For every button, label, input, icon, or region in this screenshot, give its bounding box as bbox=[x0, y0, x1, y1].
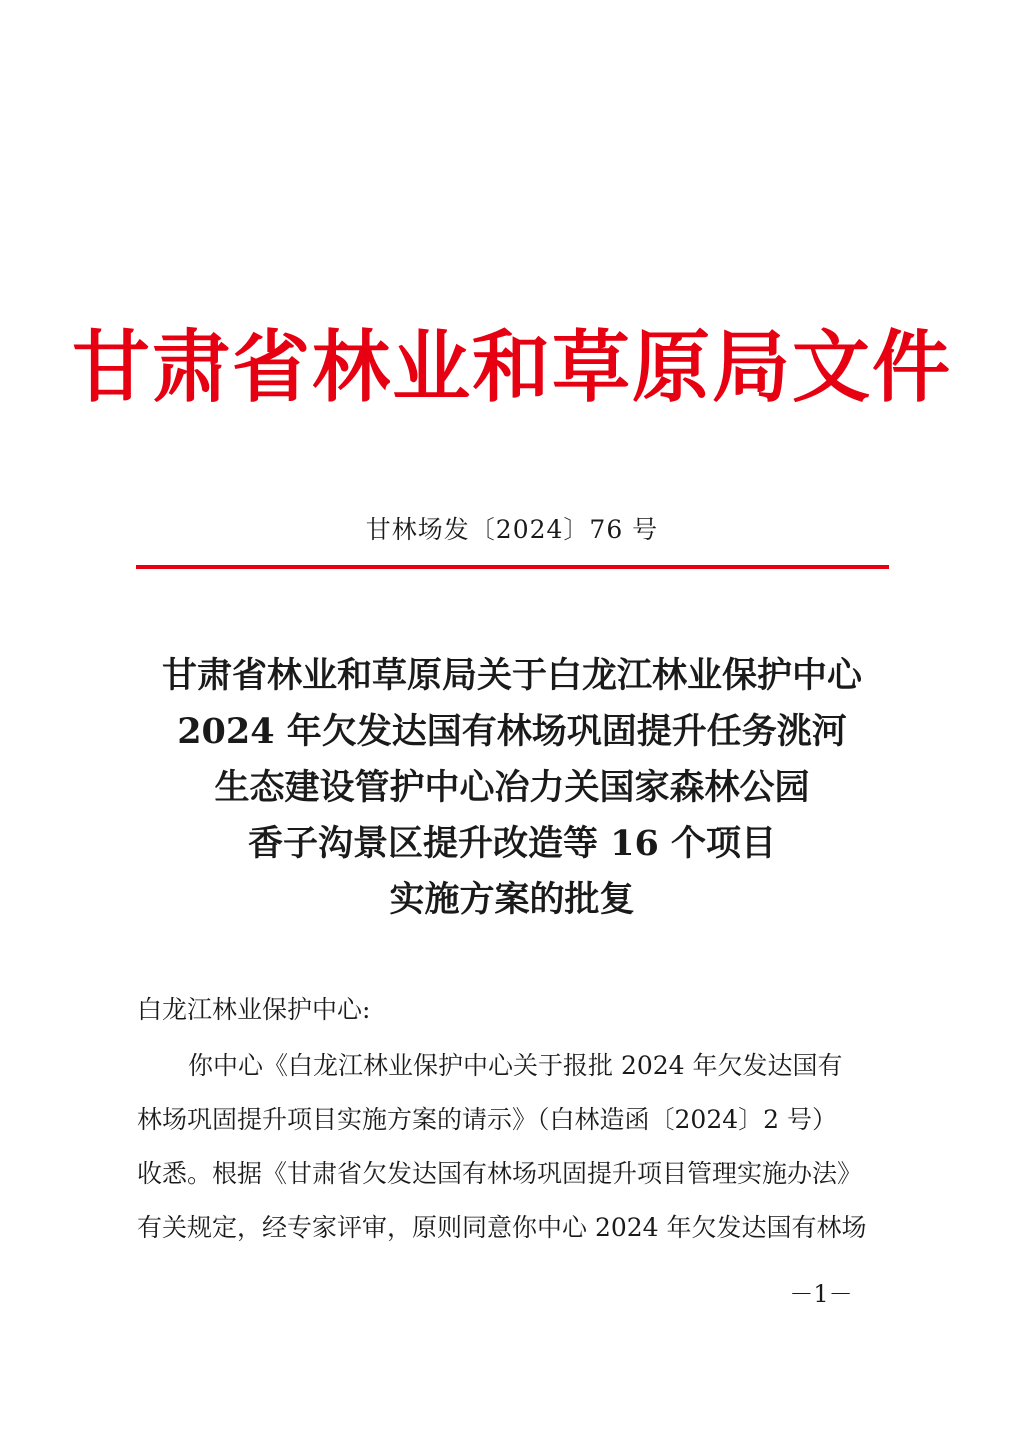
red-divider-line bbox=[136, 565, 889, 569]
body-text-line: 收悉。根据《甘肃省欠发达国有林场巩固提升项目管理实施办法》 bbox=[137, 1159, 863, 1188]
document-subject bbox=[0, 648, 1024, 928]
subject-line: 实施方案的批复 bbox=[389, 879, 635, 920]
document-header-title: 甘肃省林业和草原局文件 bbox=[71, 322, 952, 413]
subject-line: 2024 年欠发达国有林场巩固提升任务洮河 bbox=[177, 711, 847, 752]
subject-line: 香子沟景区提升改造等 16 个项目 bbox=[247, 823, 777, 864]
body-text-line: 林场巩固提升项目实施方案的请示》（白林造函〔2024〕2 号） bbox=[137, 1105, 837, 1134]
subject-line: 生态建设管护中心冶力关国家森林公园 bbox=[214, 767, 810, 808]
page-number: －1－ bbox=[789, 1280, 853, 1308]
recipient-salutation: 白龙江林业保护中心: bbox=[137, 995, 371, 1024]
body-text-line: 有关规定，经专家评审，原则同意你中心 2024 年欠发达国有林场 bbox=[137, 1213, 867, 1242]
subject-line: 甘肃省林业和草原局关于白龙江林业保护中心 bbox=[161, 655, 862, 696]
body-text-line: 你中心《白龙江林业保护中心关于报批 2024 年欠发达国有 bbox=[188, 1051, 843, 1080]
document-number: 甘林场发〔2024〕76 号 bbox=[365, 515, 659, 544]
